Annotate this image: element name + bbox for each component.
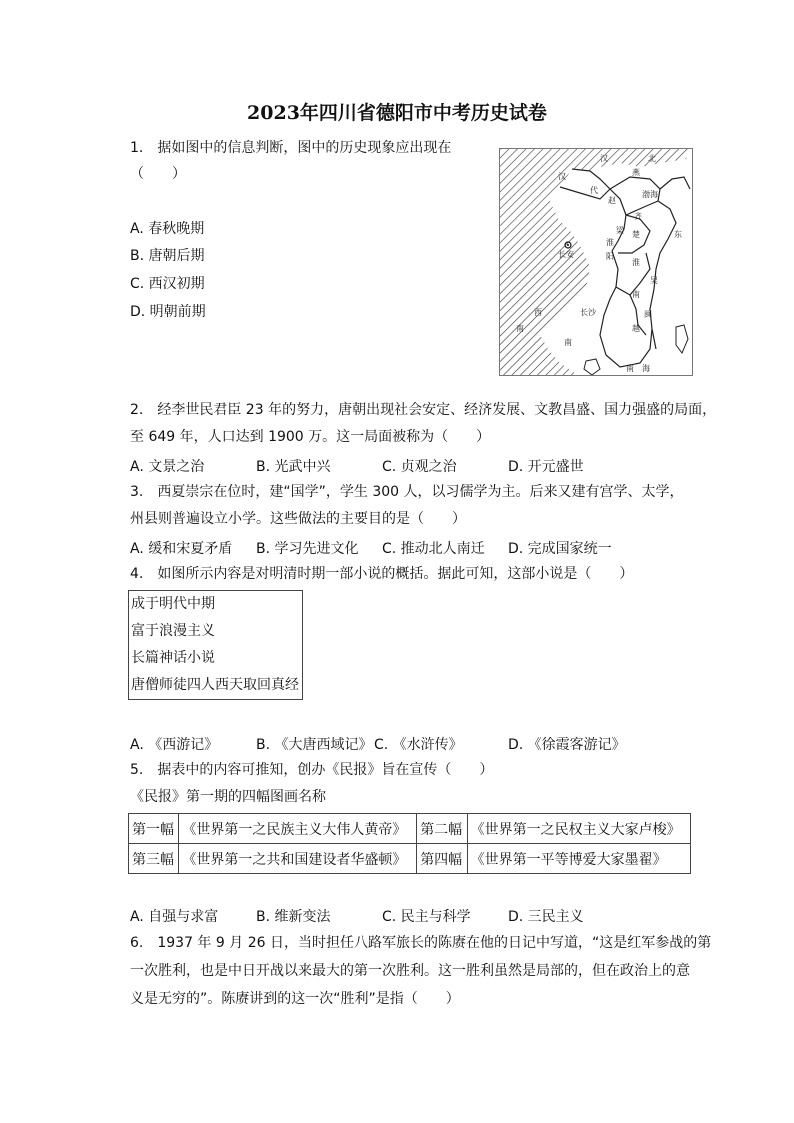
question-1-option-a[interactable]: A. 春秋晚期 <box>130 221 205 237</box>
coastline <box>650 177 690 349</box>
question-5-option-b[interactable]: B. 维新变法 <box>256 909 331 925</box>
map-label-liang: 梁 <box>616 226 624 235</box>
map-label-nanhai: 南 海 <box>626 364 650 373</box>
table-row <box>129 814 691 844</box>
han-kingdoms-map <box>500 149 692 375</box>
summary-line-2: 富于浪漫主义 <box>131 623 215 639</box>
map-label-yan: 燕 <box>632 168 640 177</box>
question-1-option-b[interactable]: B. 唐朝后期 <box>130 248 205 264</box>
question-4-stem: 4. 如图所示内容是对明清时期一部小说的概括。据此可知，这部小说是（ ） <box>130 566 634 582</box>
question-3-option-b[interactable]: B. 学习先进文化 <box>256 541 359 557</box>
table-cell: 第四幅 <box>417 844 467 874</box>
map-label-nan: 南 <box>632 290 640 299</box>
question-6-stem-2: 一次胜利，也是中日开战以来最大的第一次胜利。这一胜利虽然是局部的，但在政治上的意 <box>130 963 690 979</box>
question-5-option-a[interactable]: A. 自强与求富 <box>130 909 219 925</box>
table-cell: 第三幅 <box>129 844 179 874</box>
map-label-yang: 阳 <box>606 252 614 261</box>
map-label-yue: 越 <box>632 324 640 333</box>
map-label-wu: 吴 <box>650 276 658 285</box>
question-2-stem-2: 至 649 年，人口达到 1900 万。这一局面被称为（ ） <box>130 429 491 445</box>
question-3-option-a[interactable]: A. 缓和宋夏矛盾 <box>130 541 233 557</box>
map-label-xi: 西 <box>534 308 542 317</box>
map-label-huaiyang: 淮 <box>606 238 614 247</box>
question-1-stem: 1. 据如图中的信息判断，图中的历史现象应出现在 <box>130 140 452 156</box>
question-6-stem: 6. 1937 年 9 月 26 日，当时担任八路军旅长的陈赓在他的日记中写道，“这是红军参战的第 <box>130 935 712 951</box>
north-hatched-region <box>572 149 690 171</box>
map-label-nan-west: 南 <box>516 324 524 333</box>
question-2-option-b[interactable]: B. 光武中兴 <box>256 459 331 475</box>
question-1-map <box>499 148 693 376</box>
question-1-option-d[interactable]: D. 明朝前期 <box>130 304 206 320</box>
map-label-zhao: 赵 <box>608 196 616 205</box>
map-label-min: 闽 <box>644 310 652 319</box>
map-label-changsha: 长沙 <box>580 308 596 317</box>
question-5-table <box>128 813 691 874</box>
central-han-region <box>500 149 590 359</box>
question-2-option-c[interactable]: C. 贞观之治 <box>382 459 457 475</box>
summary-line-4: 唐僧师徒四人西天取回真经 <box>131 677 299 693</box>
question-4-option-b[interactable]: B. 《大唐西域记》 <box>256 737 373 753</box>
question-3-stem-2: 州县则普遍设立小学。这些做法的主要目的是（ ） <box>130 511 466 527</box>
table-cell: 《世界第一之民族主义大伟人黄帝》 <box>179 814 417 844</box>
question-6-stem-3: 义是无穷的”。陈赓讲到的这一次“胜利”是指（ ） <box>130 991 460 1007</box>
question-3-option-c[interactable]: C. 推动北人南迁 <box>382 541 485 557</box>
taiwan-island <box>676 325 688 353</box>
table-cell: 《世界第一平等博爱大家墨翟》 <box>467 844 690 874</box>
page-title: 2023年四川省德阳市中考历史试卷 <box>247 102 547 124</box>
kingdom-border-5 <box>560 187 610 199</box>
table-cell: 第一幅 <box>129 814 179 844</box>
table-cell: 第二幅 <box>417 814 467 844</box>
question-4-summary-box <box>128 590 303 700</box>
question-3-stem: 3. 西夏崇宗在位时，建“国学”，学生 300 人，以习儒学为主。后来又建有宫学、太学， <box>130 484 684 500</box>
question-4-option-c[interactable]: C. 《水浒传》 <box>374 737 463 753</box>
kingdom-border-4 <box>612 251 650 295</box>
summary-line-3: 长篇神话小说 <box>131 650 215 666</box>
kingdom-border-1 <box>572 169 626 251</box>
question-5-table-caption: 《民报》第一期的四幅图画名称 <box>130 789 326 805</box>
question-5-option-d[interactable]: D. 三民主义 <box>508 909 584 925</box>
map-label-han: 汉 <box>600 154 608 163</box>
question-4-option-d[interactable]: D. 《徐霞客游记》 <box>508 737 626 753</box>
map-label-dai: 代 <box>590 186 598 195</box>
table-cell: 《世界第一之民权主义大家卢梭》 <box>467 814 690 844</box>
question-5-stem: 5. 据表中的内容可推知，创办《民报》旨在宣传（ ） <box>130 762 494 778</box>
question-4-option-a[interactable]: A. 《西游记》 <box>130 737 219 753</box>
question-2-stem: 2. 经李世民君臣 23 年的努力，唐朝出现社会安定、经济发展、文教昌盛、国力强盛的局面， <box>130 402 717 418</box>
question-2-option-d[interactable]: D. 开元盛世 <box>508 459 584 475</box>
hainan-island <box>584 359 600 375</box>
question-3-option-d[interactable]: D. 完成国家统一 <box>508 541 612 557</box>
kingdom-border-6 <box>600 287 652 367</box>
map-label-nan-south: 南 <box>564 338 572 347</box>
summary-line-1: 成于明代中期 <box>131 596 215 612</box>
question-1-stem-blank: （ ） <box>130 166 186 182</box>
question-1-option-c[interactable]: C. 西汉初期 <box>130 276 205 292</box>
map-label-dong: 东 <box>674 230 682 239</box>
map-label-qi: 齐 <box>634 212 642 221</box>
map-label-chu: 楚 <box>632 230 640 239</box>
map-label-han-north: 汉 <box>558 172 566 181</box>
table-cell: 《世界第一之共和国建设者华盛顿》 <box>179 844 417 874</box>
map-label-bei: 北 <box>648 154 656 163</box>
question-2-option-a[interactable]: A. 文景之治 <box>130 459 205 475</box>
map-label-bohai: 渤海 <box>642 190 658 199</box>
table-row <box>129 844 691 874</box>
question-5-option-c[interactable]: C. 民主与科学 <box>382 909 471 925</box>
map-label-huainan: 淮 <box>632 258 640 267</box>
map-label-chang-an: 长安 <box>558 250 574 259</box>
